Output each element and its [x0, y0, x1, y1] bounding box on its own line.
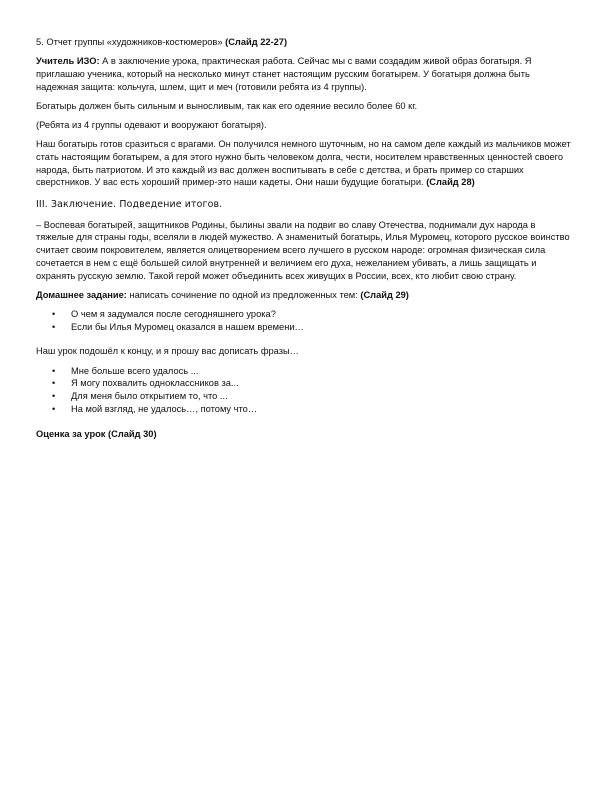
list-item	[36, 377, 574, 390]
paragraph-text: А в заключение урока, практическая работа. Сейчас мы с вами создадим живой образ богатыря. Я приглашаю ученика, который на несколько минут станет настоящим русским богатырем. У богатыря должна быть надежная защита: кольчуга, шлем, щит и меч (готовили ребята из 4 группы).	[36, 56, 532, 92]
list-item	[36, 365, 574, 378]
bullet-icon: •	[52, 390, 56, 401]
list-item	[36, 321, 574, 334]
list-item	[36, 403, 574, 416]
slide-reference: (Слайд 22-27)	[225, 37, 288, 47]
homework-label: Домашнее задание:	[36, 289, 127, 300]
paragraph-reflection-intro: Наш урок подошёл к концу, и я прошу вас дописать фразы…	[36, 346, 299, 357]
list-item	[36, 390, 574, 403]
section-heading-conclusion: III. Заключение. Подведение итогов.	[36, 199, 223, 211]
bullet-icon: •	[52, 365, 56, 376]
list-item-text: Если бы Илья Муромец оказался в нашем времени…	[71, 321, 304, 332]
document-page	[36, 36, 574, 448]
list-item-text: Я могу похвалить одноклассников за...	[71, 378, 239, 389]
bullet-icon: •	[52, 321, 56, 332]
lesson-grade-heading: Оценка за урок (Слайд 30)	[36, 429, 157, 440]
speaker-label: Учитель ИЗО:	[36, 56, 100, 67]
homework-topics-list	[36, 308, 574, 333]
paragraph-ready	[36, 138, 574, 189]
paragraph-dressing-note: (Ребята из 4 группы одевают и вооружают богатыря).	[36, 120, 267, 131]
paragraph-strength: Богатырь должен быть сильным и выносливым, так как его одеяние весило более 60 кг.	[36, 100, 418, 111]
paragraph-conclusion: – Воспевая богатырей, защитников Родины, былины звали на подвиг во славу Отечества, поднимали дух народа в тяжелые для страны годы, вселяли в людей мужество. А знаменитый богатырь, Илья Муромец, которого русское воинство считает своим покровителем, является олицетворением всего лучшего в русском народе: огромная физическая сила сочетается в нем с ещё большей силой внутренней и величием его духа, нежеланием убивать, а лишь защищать и охранять русскую землю. Такой герой может объединить всех живущих в России, всех, кто любит свою страну.	[36, 219, 570, 281]
bullet-icon: •	[52, 378, 56, 389]
paragraph-homework	[36, 289, 574, 302]
slide-reference: (Слайд 28)	[426, 177, 475, 188]
paragraph-text: 5. Отчет группы «художников-костюмеров»	[36, 37, 226, 47]
paragraph-group-report	[36, 36, 574, 49]
list-item-text: Для меня было открытием то, что ...	[71, 390, 228, 401]
slide-reference: (Слайд 29)	[360, 289, 409, 300]
paragraph-text: написать сочинение по одной из предложенных тем:	[126, 289, 361, 300]
bullet-icon: •	[52, 403, 56, 414]
reflection-phrases-list	[36, 365, 574, 416]
list-item	[36, 308, 574, 321]
bullet-icon: •	[52, 308, 56, 319]
list-item-text: На мой взгляд, не удалось…, потому что…	[71, 403, 258, 414]
paragraph-teacher	[36, 55, 574, 93]
list-item-text: О чем я задумался после сегодняшнего урока?	[71, 308, 276, 319]
list-item-text: Мне больше всего удалось ...	[71, 365, 199, 376]
paragraph-text: Наш богатырь готов сразиться с врагами. Он получился немного шуточным, но на самом деле каждый из мальчиков может стать настоящим богатырем, а для этого нужно быть человеком долга, чести, носителем нравственных ценностей своего народа, быть патриотом. И это каждый из вас должен воспитывать в себе с детства, и брать пример со старших сверстников. У вас есть хороший пример-это наши кадеты. Они наши будущие богатыри.	[36, 139, 571, 188]
